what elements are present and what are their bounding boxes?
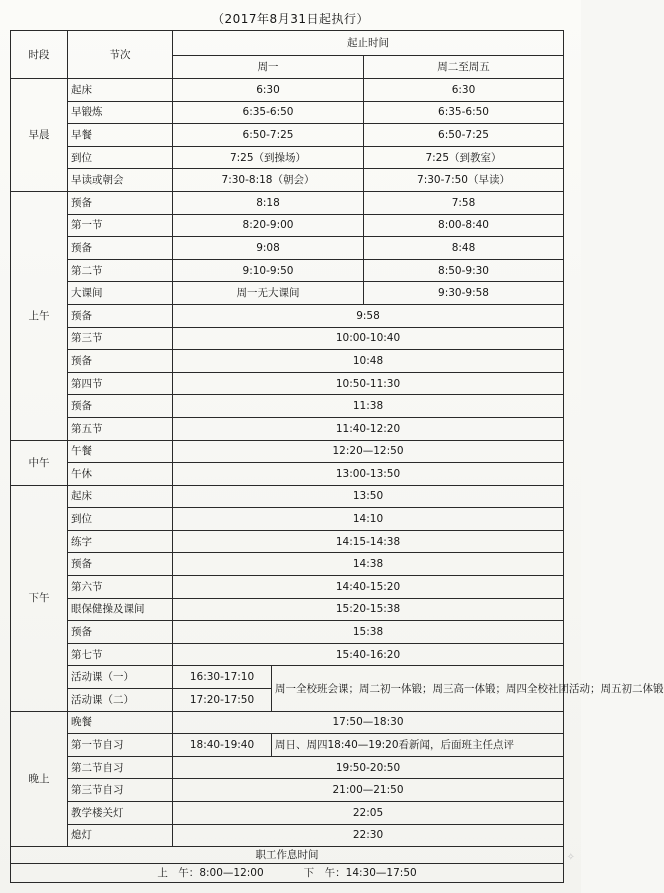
tue-fri-time: 6:30: [364, 79, 564, 102]
tue-fri-time: 7:30-7:50（早读）: [364, 169, 564, 192]
session-time: 14:15-14:38: [173, 530, 564, 553]
period-afternoon: 下午: [11, 485, 68, 711]
session-name: 预备: [68, 237, 173, 260]
session-name: 第一节: [68, 214, 173, 237]
table-row: [11, 643, 564, 666]
session-time: 15:40-16:20: [173, 643, 564, 666]
session-name: 早餐: [68, 124, 173, 147]
monday-time: 6:35-6:50: [173, 101, 364, 124]
session-time: 15:20-15:38: [173, 598, 564, 621]
tue-fri-time: 6:35-6:50: [364, 101, 564, 124]
session-name: 活动课（二）: [68, 689, 173, 712]
session-name: 早锻炼: [68, 101, 173, 124]
table-row: [11, 553, 564, 576]
header-session: 节次: [68, 31, 173, 79]
table-row: [11, 576, 564, 599]
table-row: [11, 372, 564, 395]
schedule-table: [10, 30, 664, 883]
table-row: [11, 350, 564, 373]
session-time: 14:10: [173, 508, 564, 531]
tue-fri-time: 9:30-9:58: [364, 282, 564, 305]
effective-date-caption: （2017年8月31日起执行）: [212, 12, 369, 26]
decorative-mark: ✧: [566, 852, 575, 863]
table-row: [11, 485, 564, 508]
session-name: 到位: [68, 508, 173, 531]
monday-time: 9:08: [173, 237, 364, 260]
table-row: [11, 259, 564, 282]
table-row: [11, 214, 564, 237]
session-name: 起床: [68, 485, 173, 508]
table-row: [11, 169, 564, 192]
session-name: 预备: [68, 553, 173, 576]
session-name: 熄灯: [68, 824, 173, 847]
session-time: 10:50-11:30: [173, 372, 564, 395]
table-row: [11, 711, 564, 734]
session-time: 9:58: [173, 304, 564, 327]
staff-title-row: [11, 847, 564, 864]
table-row: [11, 508, 564, 531]
tue-fri-time: 8:50-9:30: [364, 259, 564, 282]
session-name: 活动课（一）: [68, 666, 173, 689]
session-name: 第三节: [68, 327, 173, 350]
table-row: [11, 79, 564, 102]
table-row: [11, 598, 564, 621]
staff-hours-row: [11, 864, 564, 883]
header-monday: 周一: [173, 56, 364, 79]
session-name: 第二节: [68, 259, 173, 282]
session-time: 18:40-19:40: [173, 734, 272, 757]
session-time: 21:00—21:50: [173, 779, 564, 802]
table-row: [11, 779, 564, 802]
activity-note: 周一全校班会课；周二初一体锻；周三高一体锻；周四全校社团活动；周五初二体锻: [272, 666, 564, 711]
table-row: [11, 327, 564, 350]
header-time: 起止时间: [173, 31, 564, 56]
session-name: 午餐: [68, 440, 173, 463]
period-noon: 中午: [11, 440, 68, 485]
monday-time: 6:50-7:25: [173, 124, 364, 147]
tue-fri-time: 7:58: [364, 191, 564, 214]
session-name: 第五节: [68, 417, 173, 440]
session-name: 晚餐: [68, 711, 173, 734]
session-name: 练字: [68, 530, 173, 553]
table-row: [11, 146, 564, 169]
session-name: 预备: [68, 395, 173, 418]
header-tue-fri: 周二至周五: [364, 56, 564, 79]
table-row: [11, 124, 564, 147]
table-row: [11, 191, 564, 214]
session-name: 第一节自习: [68, 734, 173, 757]
session-name: 预备: [68, 304, 173, 327]
session-time: 14:40-15:20: [173, 576, 564, 599]
header-period: 时段: [11, 31, 68, 79]
session-note: 周日、周四18:40—19:20看新闻，后面班主任点评: [272, 734, 564, 757]
table-row: [11, 463, 564, 486]
session-name: 到位: [68, 146, 173, 169]
monday-time: 8:20-9:00: [173, 214, 364, 237]
session-name: 预备: [68, 621, 173, 644]
period-evening: 晚上: [11, 711, 68, 847]
monday-time: 周一无大课间: [173, 282, 364, 305]
session-time: 10:00-10:40: [173, 327, 564, 350]
table-row: [11, 802, 564, 825]
staff-hours-title: 职工作息时间: [11, 847, 564, 864]
staff-hours: [11, 864, 564, 883]
session-name: 预备: [68, 191, 173, 214]
monday-time: 7:25（到操场）: [173, 146, 364, 169]
table-row: [11, 417, 564, 440]
session-time: 14:38: [173, 553, 564, 576]
table-row: [11, 734, 564, 757]
session-time: 15:38: [173, 621, 564, 644]
tue-fri-time: 8:00-8:40: [364, 214, 564, 237]
session-name: 第二节自习: [68, 756, 173, 779]
monday-time: 6:30: [173, 79, 364, 102]
table-row: [11, 666, 564, 689]
session-time: 17:50—18:30: [173, 711, 564, 734]
table-row: [11, 395, 564, 418]
table-row: [11, 282, 564, 305]
session-name: 大课间: [68, 282, 173, 305]
session-time: 11:38: [173, 395, 564, 418]
tue-fri-time: 7:25（到教室）: [364, 146, 564, 169]
session-time: 22:30: [173, 824, 564, 847]
session-name: 早读或朝会: [68, 169, 173, 192]
session-time: 11:40-12:20: [173, 417, 564, 440]
staff-pm-time: 14:30—17:50: [345, 867, 417, 880]
activity-time: 16:30-17:10: [173, 666, 272, 689]
session-name: 第七节: [68, 643, 173, 666]
table-row: [11, 101, 564, 124]
table-row: [11, 237, 564, 260]
staff-pm-label: 下 午：: [303, 867, 346, 880]
session-name: 第六节: [68, 576, 173, 599]
table-row: [11, 824, 564, 847]
table-row: [11, 530, 564, 553]
monday-time: 9:10-9:50: [173, 259, 364, 282]
activity-time: 17:20-17:50: [173, 689, 272, 712]
tue-fri-time: 6:50-7:25: [364, 124, 564, 147]
session-name: 教学楼关灯: [68, 802, 173, 825]
period-forenoon: 上午: [11, 191, 68, 440]
session-name: 起床: [68, 79, 173, 102]
table-row: [11, 304, 564, 327]
session-time: 10:48: [173, 350, 564, 373]
table-row: [11, 756, 564, 779]
session-time: 13:00-13:50: [173, 463, 564, 486]
monday-time: 7:30-8:18（朝会）: [173, 169, 364, 192]
table-row: [11, 621, 564, 644]
session-time: 12:20—12:50: [173, 440, 564, 463]
session-time: 22:05: [173, 802, 564, 825]
period-morning: 早晨: [11, 79, 68, 192]
table-row: [11, 440, 564, 463]
session-name: 第三节自习: [68, 779, 173, 802]
tue-fri-time: 8:48: [364, 237, 564, 260]
session-name: 午休: [68, 463, 173, 486]
staff-am-label: 上 午：: [157, 867, 200, 880]
monday-time: 8:18: [173, 191, 364, 214]
staff-am-time: 8:00—12:00: [199, 867, 264, 880]
session-name: 预备: [68, 350, 173, 373]
session-name: 第四节: [68, 372, 173, 395]
session-time: 19:50-20:50: [173, 756, 564, 779]
session-time: 13:50: [173, 485, 564, 508]
session-name: 眼保健操及课间: [68, 598, 173, 621]
